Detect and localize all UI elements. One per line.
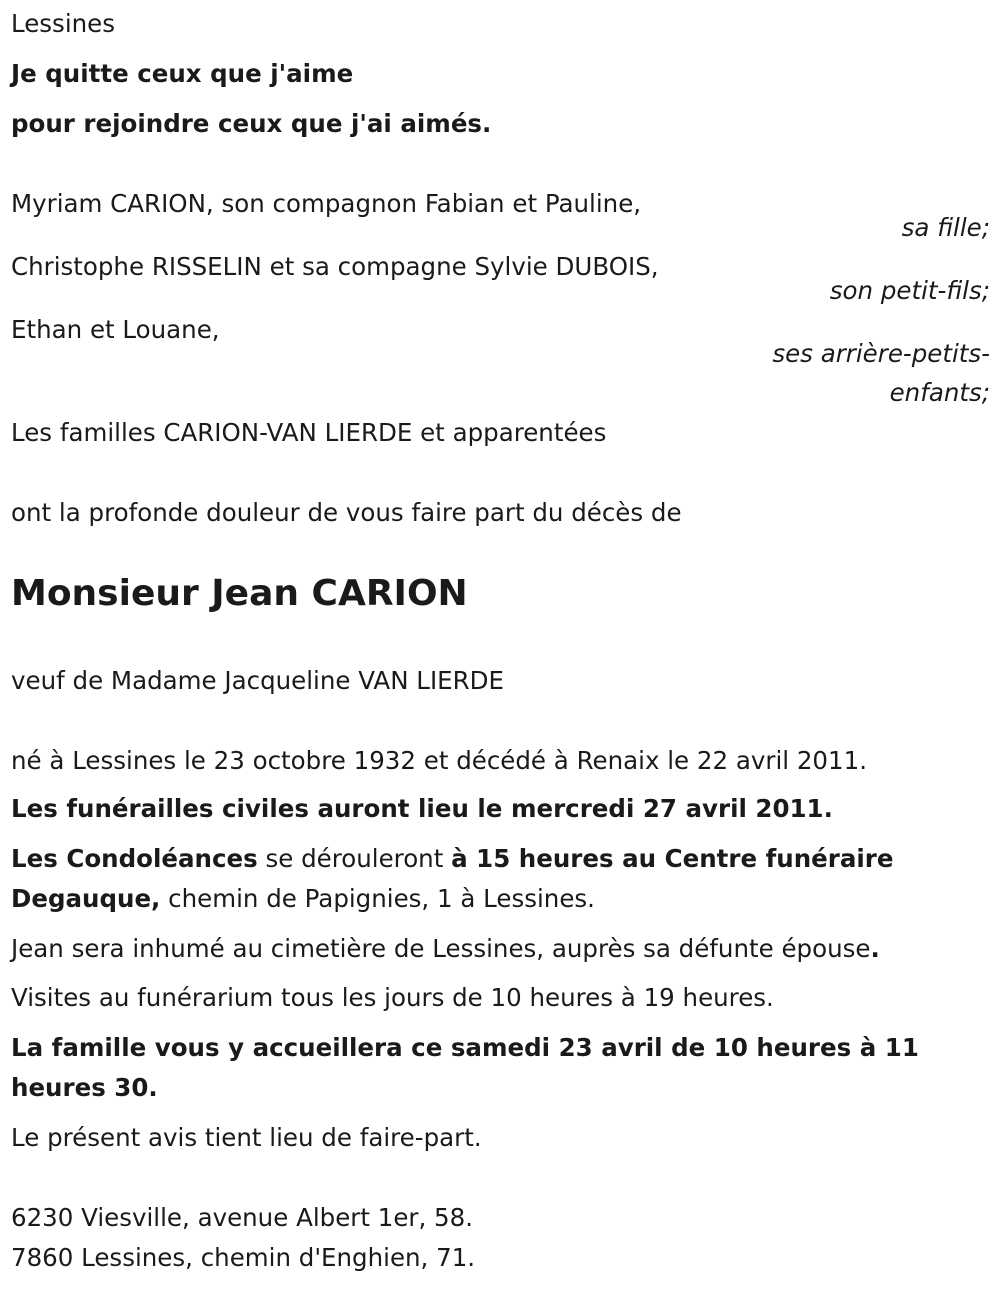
quote-line-2: pour rejoindre ceux que j'ai aimés. [11, 109, 492, 138]
burial-text: Jean sera inhumé au cimetière de Lessines, auprès sa défunte épouse [11, 934, 871, 963]
funeral-home-name: Degauque, [11, 884, 161, 913]
family-member-3-relation-line-1: ses arrière-petits- [772, 339, 990, 368]
burial-end: . [870, 934, 880, 963]
families-line: Les familles CARION-VAN LIERDE et apparentées [11, 418, 607, 447]
welcome-line-1: La famille vous y accueillera ce samedi 23 avril de 10 heures à 11 [11, 1033, 919, 1062]
place-label: Lessines [11, 9, 115, 38]
condolences-time-place: à 15 heures au Centre funéraire [451, 844, 894, 873]
family-member-1-relation: sa fille; [901, 213, 990, 242]
birth-death-dates: né à Lessines le 23 octobre 1932 et décédé à Renaix le 22 avril 2011. [11, 746, 867, 775]
burial-line [11, 931, 880, 967]
welcome-line-2: heures 30. [11, 1073, 158, 1102]
deceased-name: Monsieur Jean CARION [11, 573, 468, 614]
family-member-1-names: Myriam CARION, son compagnon Fabian et Pauline, [11, 189, 642, 218]
family-member-2-names: Christophe RISSELIN et sa compagne Sylvie DUBOIS, [11, 252, 659, 281]
condolences-text-1: se dérouleront [257, 844, 452, 873]
address-2: 7860 Lessines, chemin d'Enghien, 71. [11, 1243, 476, 1272]
family-member-3-relation-line-2: enfants; [889, 378, 990, 407]
condolences-line-1 [11, 841, 893, 877]
address-1: 6230 Viesville, avenue Albert 1er, 58. [11, 1203, 474, 1232]
announcement-line: ont la profonde douleur de vous faire part du décès de [11, 498, 682, 527]
funeral-line: Les funérailles civiles auront lieu le mercredi 27 avril 2011. [11, 794, 833, 823]
condolences-label: Les Condoléances [11, 844, 258, 873]
family-member-3-names: Ethan et Louane, [11, 315, 220, 344]
quote-line-1: Je quitte ceux que j'aime [11, 59, 354, 88]
notice-line: Le présent avis tient lieu de faire-part. [11, 1123, 482, 1152]
condolences-line-2 [11, 881, 595, 917]
visits-line: Visites au funérarium tous les jours de 10 heures à 19 heures. [11, 983, 774, 1012]
family-member-2-relation: son petit-fils; [829, 276, 990, 305]
funeral-home-address: chemin de Papignies, 1 à Lessines. [160, 884, 595, 913]
widower-line: veuf de Madame Jacqueline VAN LIERDE [11, 666, 505, 695]
